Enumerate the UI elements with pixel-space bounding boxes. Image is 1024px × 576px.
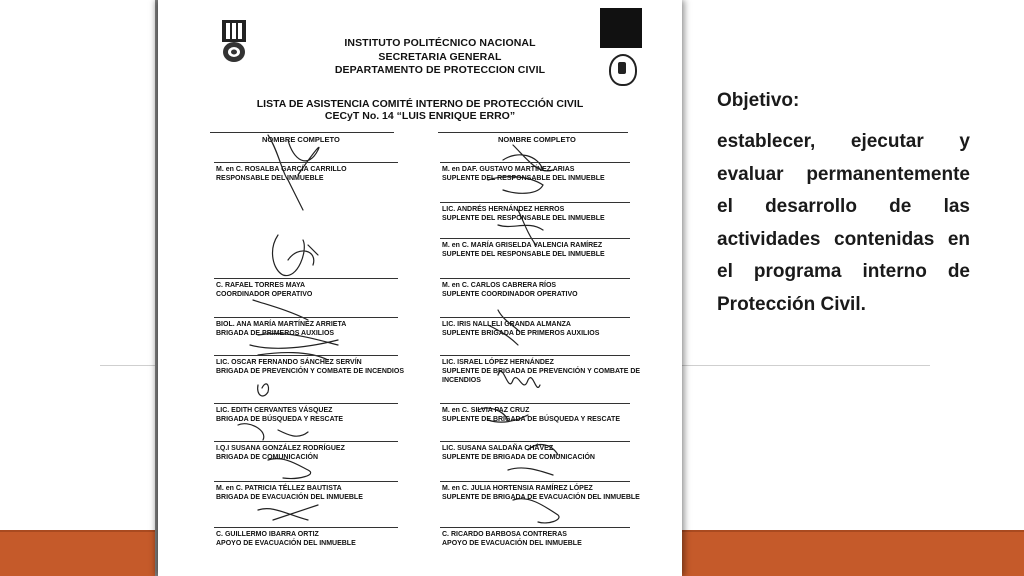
- header-line-3: DEPARTAMENTO DE PROTECCION CIVIL: [334, 64, 546, 76]
- right-signature-line: [440, 481, 630, 482]
- document-title: LISTA DE ASISTENCIA COMITÉ INTERNO DE PROTECCIÓN CIVIL: [256, 98, 584, 110]
- right-entry: [442, 444, 642, 462]
- left-signature-line: [214, 441, 398, 442]
- header-line-1: INSTITUTO POLITÉCNICO NACIONAL: [344, 37, 536, 49]
- right-signature-line: [440, 238, 630, 239]
- signatory-name: C. GUILLERMO IBARRA ORTIZ: [216, 531, 319, 538]
- signatory-name: C. RAFAEL TORRES MAYA: [216, 282, 306, 289]
- right-entry: [442, 205, 642, 223]
- right-signature-line: [440, 355, 630, 356]
- left-entry: [216, 281, 406, 299]
- signatory-role: RESPONSABLE DEL INMUEBLE: [216, 175, 324, 182]
- left-entry: [216, 165, 406, 183]
- right-signature-line: [440, 317, 630, 318]
- signatory-name: M. en DAF. GUSTAVO MARTÍNEZ ARIAS: [442, 166, 575, 173]
- left-signature-line: [214, 278, 398, 279]
- objective-panel: [717, 90, 970, 321]
- signatory-name: LIC. SUSANA SALDAÑA CHÁVEZ: [442, 445, 554, 452]
- signatory-role: BRIGADA DE PRIMEROS AUXILIOS: [216, 330, 335, 337]
- signatory-role: BRIGADA DE EVACUACIÓN DEL INMUEBLE: [216, 494, 363, 501]
- objective-text: establecer, ejecutar y evaluar permanentemente el desarrollo de las actividades contenidas en el programa interno de Protección Civil.: [717, 131, 970, 315]
- right-signature-line: [440, 527, 630, 528]
- signatory-role: SUPLENTE DE BRIGADA DE BÚSQUEDA Y RESCATE: [442, 416, 621, 423]
- right-signature-line: [440, 278, 630, 279]
- right-entry: [442, 281, 642, 299]
- signatory-role: APOYO DE EVACUACIÓN DEL INMUEBLE: [216, 540, 356, 547]
- left-signature-line: [214, 481, 398, 482]
- left-signature-line: [214, 162, 398, 163]
- left-entry: [216, 406, 406, 424]
- left-signature-line: [214, 317, 398, 318]
- column-header-right: NOMBRE COMPLETO: [498, 135, 576, 144]
- document-subtitle: CECyT No. 14 “LUIS ENRIQUE ERRO”: [324, 110, 516, 122]
- header-line-2: SECRETARIA GENERAL: [378, 51, 502, 63]
- left-entry: [216, 358, 406, 376]
- left-entry: [216, 530, 406, 548]
- right-signature-line: [440, 202, 630, 203]
- right-signature-line: [440, 162, 630, 163]
- signatory-name: LIC. EDITH CERVANTES VÁSQUEZ: [216, 407, 333, 414]
- signatory-name: LIC. OSCAR FERNANDO SÁNCHEZ SERVÍN: [216, 359, 362, 366]
- signatory-role: BRIGADA DE COMUNICACIÓN: [216, 454, 319, 461]
- signatory-name: M. en C. CARLOS CABRERA RÍOS: [442, 282, 557, 289]
- signatory-role: SUPLENTE DEL RESPONSABLE DEL INMUEBLE: [442, 215, 605, 222]
- signatory-role: SUPLENTE BRIGADA DE PRIMEROS AUXILIOS: [442, 330, 600, 337]
- header-rule-right: [438, 132, 628, 133]
- left-entry: [216, 320, 406, 338]
- signatory-name: C. RICARDO BARBOSA CONTRERAS: [442, 531, 567, 538]
- signatory-name: M. en C. ROSALBA GARCÍA CARRILLO: [216, 166, 347, 173]
- signatory-name: LIC. ISRAEL LÓPEZ HERNÁNDEZ: [442, 359, 554, 366]
- right-entry: [442, 320, 642, 338]
- left-signature-line: [214, 527, 398, 528]
- left-entry: [216, 484, 406, 502]
- signatory-name: M. en C. MARÍA GRISELDA VALENCIA RAMÍREZ: [442, 242, 603, 249]
- signatory-name: LIC. ANDRÉS HERNÁNDEZ HERROS: [442, 206, 565, 213]
- signatory-name: M. en C. SILVIA PAZ CRUZ: [442, 407, 530, 414]
- right-entry: [442, 406, 642, 424]
- objective-title: Objetivo:: [717, 90, 800, 111]
- left-divider-line: [100, 365, 158, 366]
- signatory-name: I.Q.I SUSANA GONZÁLEZ RODRÍGUEZ: [216, 445, 345, 452]
- left-entry: [216, 444, 406, 462]
- left-signature-line: [214, 355, 398, 356]
- right-entry: [442, 358, 642, 385]
- right-signature-line: [440, 441, 630, 442]
- signatory-role: SUPLENTE DEL RESPONSABLE DEL INMUEBLE: [442, 251, 605, 258]
- signatory-role: APOYO DE EVACUACIÓN DEL INMUEBLE: [442, 540, 582, 547]
- signatory-role: SUPLENTE COORDINADOR OPERATIVO: [442, 291, 578, 298]
- signatory-name: M. en C. JULIA HORTENSIA RAMÍREZ LÓPEZ: [442, 485, 593, 492]
- header-rule-left: [210, 132, 394, 133]
- right-entry: [442, 530, 642, 548]
- signatory-role: BRIGADA DE PREVENCIÓN Y COMBATE DE INCENDIOS: [216, 368, 404, 375]
- signatory-role: BRIGADA DE BÚSQUEDA Y RESCATE: [216, 416, 344, 423]
- scanned-document: [158, 0, 682, 576]
- right-entry: [442, 165, 642, 183]
- left-signature-line: [214, 403, 398, 404]
- signatory-role: SUPLENTE DE BRIGADA DE PREVENCIÓN Y COMBATE DE INCENDIOS: [442, 368, 641, 384]
- right-divider-line: [682, 365, 930, 366]
- signatory-role: SUPLENTE DE BRIGADA DE EVACUACIÓN DEL INMUEBLE: [442, 494, 640, 501]
- signatory-role: SUPLENTE DE BRIGADA DE COMUNICACIÓN: [442, 454, 595, 461]
- signatory-name: M. en C. PATRICIA TÉLLEZ BAUTISTA: [216, 485, 342, 492]
- right-entry: [442, 241, 642, 259]
- signatory-role: COORDINADOR OPERATIVO: [216, 291, 313, 298]
- signatory-name: LIC. IRIS NALLELI GRANDA ALMANZA: [442, 321, 571, 328]
- signatory-role: SUPLENTE DEL RESPONSABLE DEL INMUEBLE: [442, 175, 605, 182]
- right-entry: [442, 484, 642, 502]
- right-signature-line: [440, 403, 630, 404]
- column-header-left: NOMBRE COMPLETO: [262, 135, 340, 144]
- signatory-name: BIOL. ANA MARÍA MARTÍNEZ ARRIETA: [216, 321, 347, 328]
